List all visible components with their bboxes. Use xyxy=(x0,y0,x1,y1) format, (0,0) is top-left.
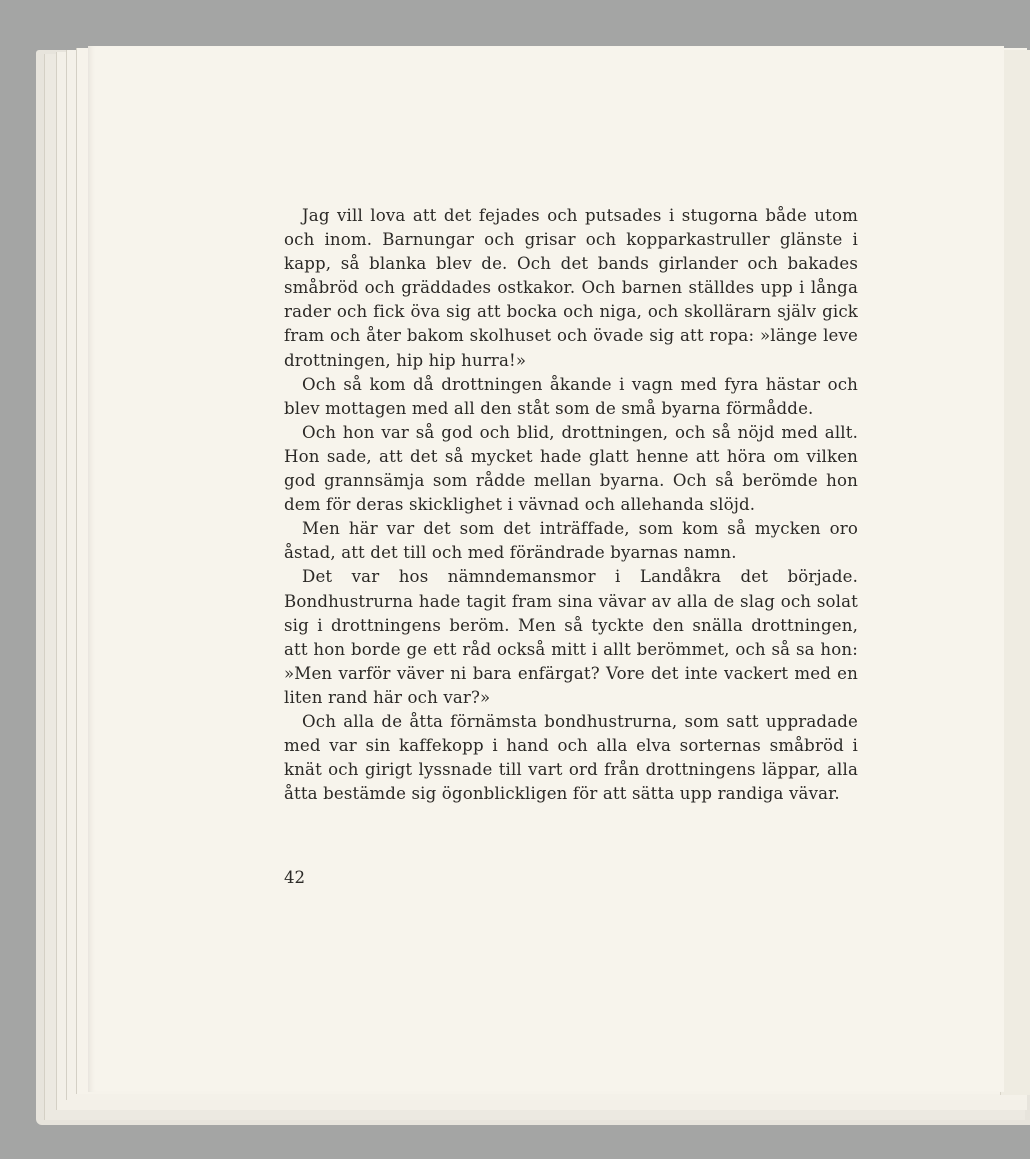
paragraph: Jag vill lova att det fejades och putsades i stugorna både utom och inom. Barnungar och grisar och kopparkastruller glänste i kapp, så blanka blev de. Och det bands girlander och bakades småbröd och gräddades ostkakor. Och barnen ställdes upp i långa rader och fick öva sig att bocka och niga, och skollärarn själv gick fram och åter bakom skolhuset och övade sig att ropa: »länge leve drottningen, hip hip hurra!» xyxy=(284,206,858,370)
page-number: 42 xyxy=(284,868,306,887)
paragraph: Det var hos nämndemansmor i Landåkra det började. Bondhustrurna hade tagit fram sina vävar av alla de slag och solat sig i drottningens beröm. Men så tyckte den snälla drottningen, att hon borde ge ett råd också mitt i allt berömmet, och så sa hon: »Men varför väver ni bara enfärgat? Vore det inte vackert med en liten rand här och var?» xyxy=(284,567,858,707)
page-body-text xyxy=(284,204,858,806)
paragraph: Och alla de åtta förnämsta bondhustrurna, som satt uppradade med var sin kaffekopp i hand och alla elva sorternas småbröd i knät och girigt lyssnade till vart ord från drottningens läppar, alla åtta bestämde sig ögonblickligen för att sätta upp randiga vävar. xyxy=(284,711,858,804)
paragraph: Och hon var så god och blid, drottningen, och så nöjd med allt. Hon sade, att det så mycket hade glatt henne att höra om vilken god grannsämja som rådde mellan byarna. Och så berömde hon dem för deras skicklighet i vävnad och allehanda slöjd. xyxy=(284,422,858,515)
paragraph: Och så kom då drottningen åkande i vagn med fyra hästar och blev mottagen med all den ståt som de små byarna förmådde. xyxy=(284,374,858,418)
facing-page-edge xyxy=(1000,50,1030,1095)
paragraph: Men här var det som det inträffade, som kom så mycken oro åstad, att det till och med förändrade byarnas namn. xyxy=(284,519,858,563)
book-page xyxy=(88,46,1004,1092)
